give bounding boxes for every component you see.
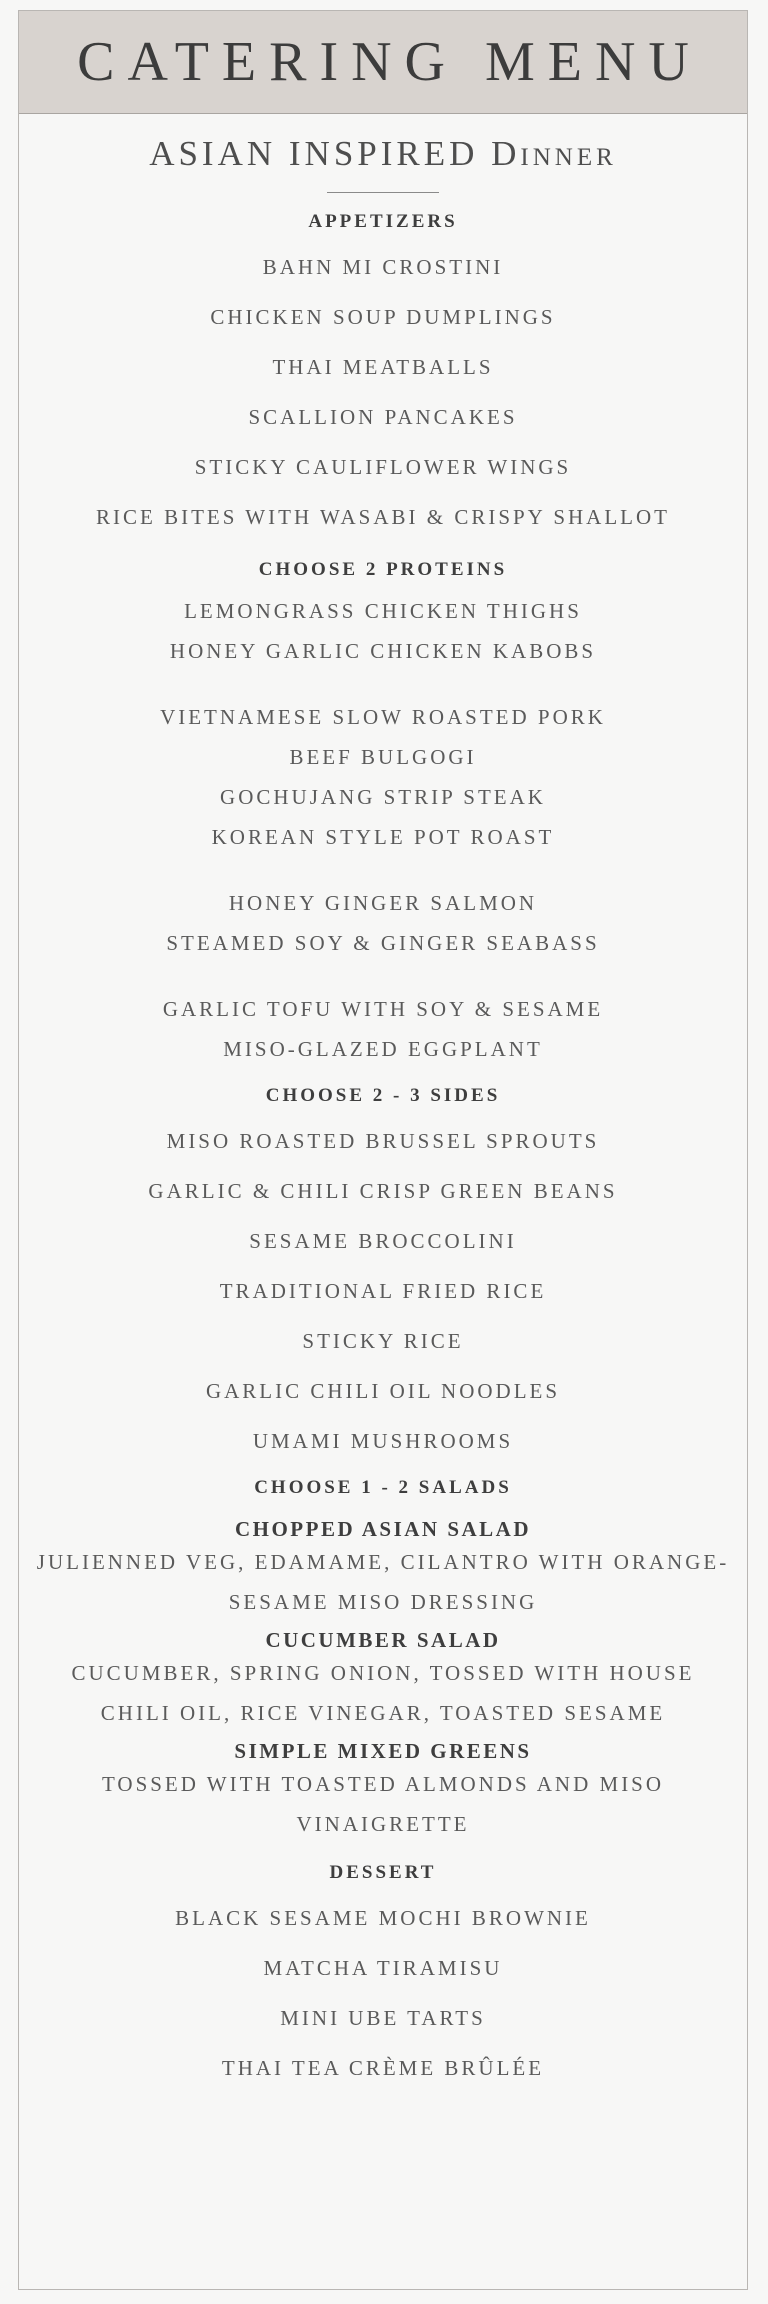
salads-section bbox=[19, 1477, 747, 1844]
dessert-item: MINI UBE TARTS bbox=[280, 2006, 486, 2030]
side-item: UMAMI MUSHROOMS bbox=[252, 1429, 514, 1453]
salad-description: JULIENNED VEG, EDAMAME, CILANTRO WITH ORANGE-SESAME MISO DRESSING bbox=[36, 1550, 730, 1614]
side-item: GARLIC CHILI OIL NOODLES bbox=[205, 1379, 561, 1403]
salad-name: CHOPPED ASIAN SALAD bbox=[234, 1517, 532, 1541]
appetizer-item: THAI MEATBALLS bbox=[272, 355, 494, 379]
appetizer-item: RICE BITES WITH WASABI & CRISPY SHALLOT bbox=[96, 505, 670, 529]
menu-title: CATERING MENU bbox=[77, 31, 702, 93]
protein-item: LEMONGRASS CHICKEN THIGHS bbox=[184, 599, 582, 623]
appetizers-section bbox=[19, 211, 747, 531]
menu-subtitle: ASIAN INSPIRED Dinner bbox=[149, 134, 617, 173]
appetizer-item: STICKY CAULIFLOWER WINGS bbox=[194, 455, 572, 479]
dessert-item: THAI TEA CRÈME BRÛLÉE bbox=[221, 2056, 545, 2080]
protein-item: HONEY GINGER SALMON bbox=[228, 891, 538, 915]
salads-heading: CHOOSE 1 - 2 SALADS bbox=[254, 1477, 512, 1498]
side-item: TRADITIONAL FRIED RICE bbox=[219, 1279, 547, 1303]
side-item: SESAME BROCCOLINI bbox=[249, 1229, 517, 1253]
protein-item: KOREAN STYLE POT ROAST bbox=[211, 825, 555, 849]
divider-rule bbox=[327, 192, 439, 193]
dessert-item: MATCHA TIRAMISU bbox=[263, 1956, 503, 1980]
protein-item: GOCHUJANG STRIP STEAK bbox=[220, 785, 546, 809]
appetizer-item: CHICKEN SOUP DUMPLINGS bbox=[210, 305, 556, 329]
protein-item: BEEF BULGOGI bbox=[289, 745, 477, 769]
appetizer-item: SCALLION PANCAKES bbox=[248, 405, 518, 429]
side-item: GARLIC & CHILI CRISP GREEN BEANS bbox=[148, 1179, 618, 1203]
sides-section bbox=[19, 1085, 747, 1455]
menu-card bbox=[18, 10, 748, 2290]
protein-item: GARLIC TOFU WITH SOY & SESAME bbox=[162, 997, 604, 1021]
protein-item: VIETNAMESE SLOW ROASTED PORK bbox=[160, 705, 606, 729]
proteins-heading: CHOOSE 2 PROTEINS bbox=[258, 559, 508, 580]
proteins-section bbox=[19, 559, 747, 1063]
side-item: MISO ROASTED BRUSSEL SPROUTS bbox=[166, 1129, 600, 1153]
appetizers-heading: APPETIZERS bbox=[308, 211, 458, 232]
protein-item: MISO-GLAZED EGGPLANT bbox=[223, 1037, 543, 1061]
dessert-item: BLACK SESAME MOCHI BROWNIE bbox=[175, 1906, 591, 1930]
appetizer-item: BAHN MI CROSTINI bbox=[262, 255, 504, 279]
salad-name: SIMPLE MIXED GREENS bbox=[234, 1739, 532, 1763]
salad-description: TOSSED WITH TOASTED ALMONDS AND MISO VINAIGRETTE bbox=[101, 1772, 665, 1836]
salad-name: CUCUMBER SALAD bbox=[265, 1628, 501, 1652]
side-item: STICKY RICE bbox=[302, 1329, 464, 1353]
title-banner bbox=[19, 11, 747, 114]
sides-heading: CHOOSE 2 - 3 SIDES bbox=[265, 1085, 501, 1106]
dessert-heading: DESSERT bbox=[329, 1862, 437, 1883]
dessert-section bbox=[19, 1862, 747, 2082]
protein-item: HONEY GARLIC CHICKEN KABOBS bbox=[169, 639, 597, 663]
protein-item: STEAMED SOY & GINGER SEABASS bbox=[166, 931, 600, 955]
salad-description: CUCUMBER, SPRING ONION, TOSSED WITH HOUSE CHILI OIL, RICE VINEGAR, TOASTED SESAME bbox=[71, 1661, 695, 1725]
